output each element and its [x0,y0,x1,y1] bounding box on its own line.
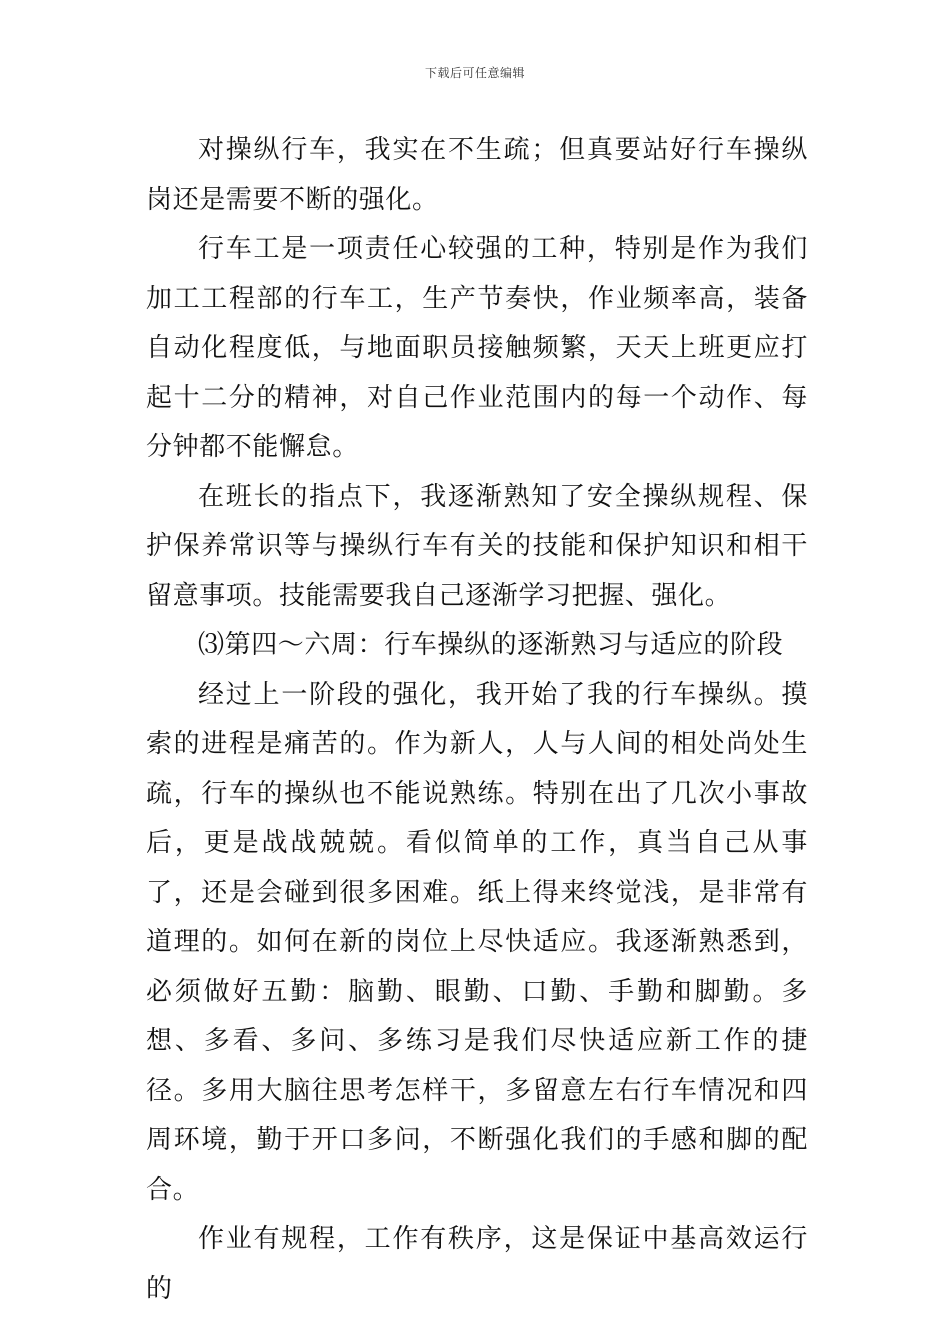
paragraph-2: 行车工是一项责任心较强的工种，特别是作为我们加工工程部的行车工，生产节奏快，作业频率高，装备自动化程度低，与地面职员接触频繁，天天上班更应打起十二分的精神，对自己作业范围内的每一个动作、每分钟都不能懈怠。 [146,234,808,462]
paragraph-3: 在班长的指点下，我逐渐熟知了安全操纵规程、保护保养常识等与操纵行车有关的技能和保护知识和相干留意事项。技能需要我自己逐渐学习把握、强化。 [146,481,808,611]
paragraph-1: 对操纵行车，我实在不生疏；但真要站好行车操纵岗还是需要不断的强化。 [146,135,808,215]
section-heading: ⑶第四～六周：行车操纵的逐渐熟习与适应的阶段 [198,630,784,660]
paragraph-4: 经过上一阶段的强化，我开始了我的行车操纵。摸索的进程是痛苦的。作为新人，人与人间的相处尚处生疏，行车的操纵也不能说熟练。特别在出了几次小事故后，更是战战兢兢。看似简单的工作，真当自己从事了，还是会碰到很多困难。纸上得来终觉浅，是非常有道理的。如何在新的岗位上尽快适应。我逐渐熟悉到，必须做好五勤：脑勤、眼勤、口勤、手勤和脚勤。多想、多看、多问、多练习是我们尽快适应新工作的捷径。多用大脑往思考怎样干，多留意左右行车情况和四周环境，勤于开口多问，不断强化我们的手感和脚的配合。 [146,679,808,1205]
paragraph-5: 作业有规程，工作有秩序，这是保证中基高效运行的 [146,1224,808,1304]
document-body [146,126,808,1314]
page-header: 下载后可任意编辑 [424,66,525,80]
